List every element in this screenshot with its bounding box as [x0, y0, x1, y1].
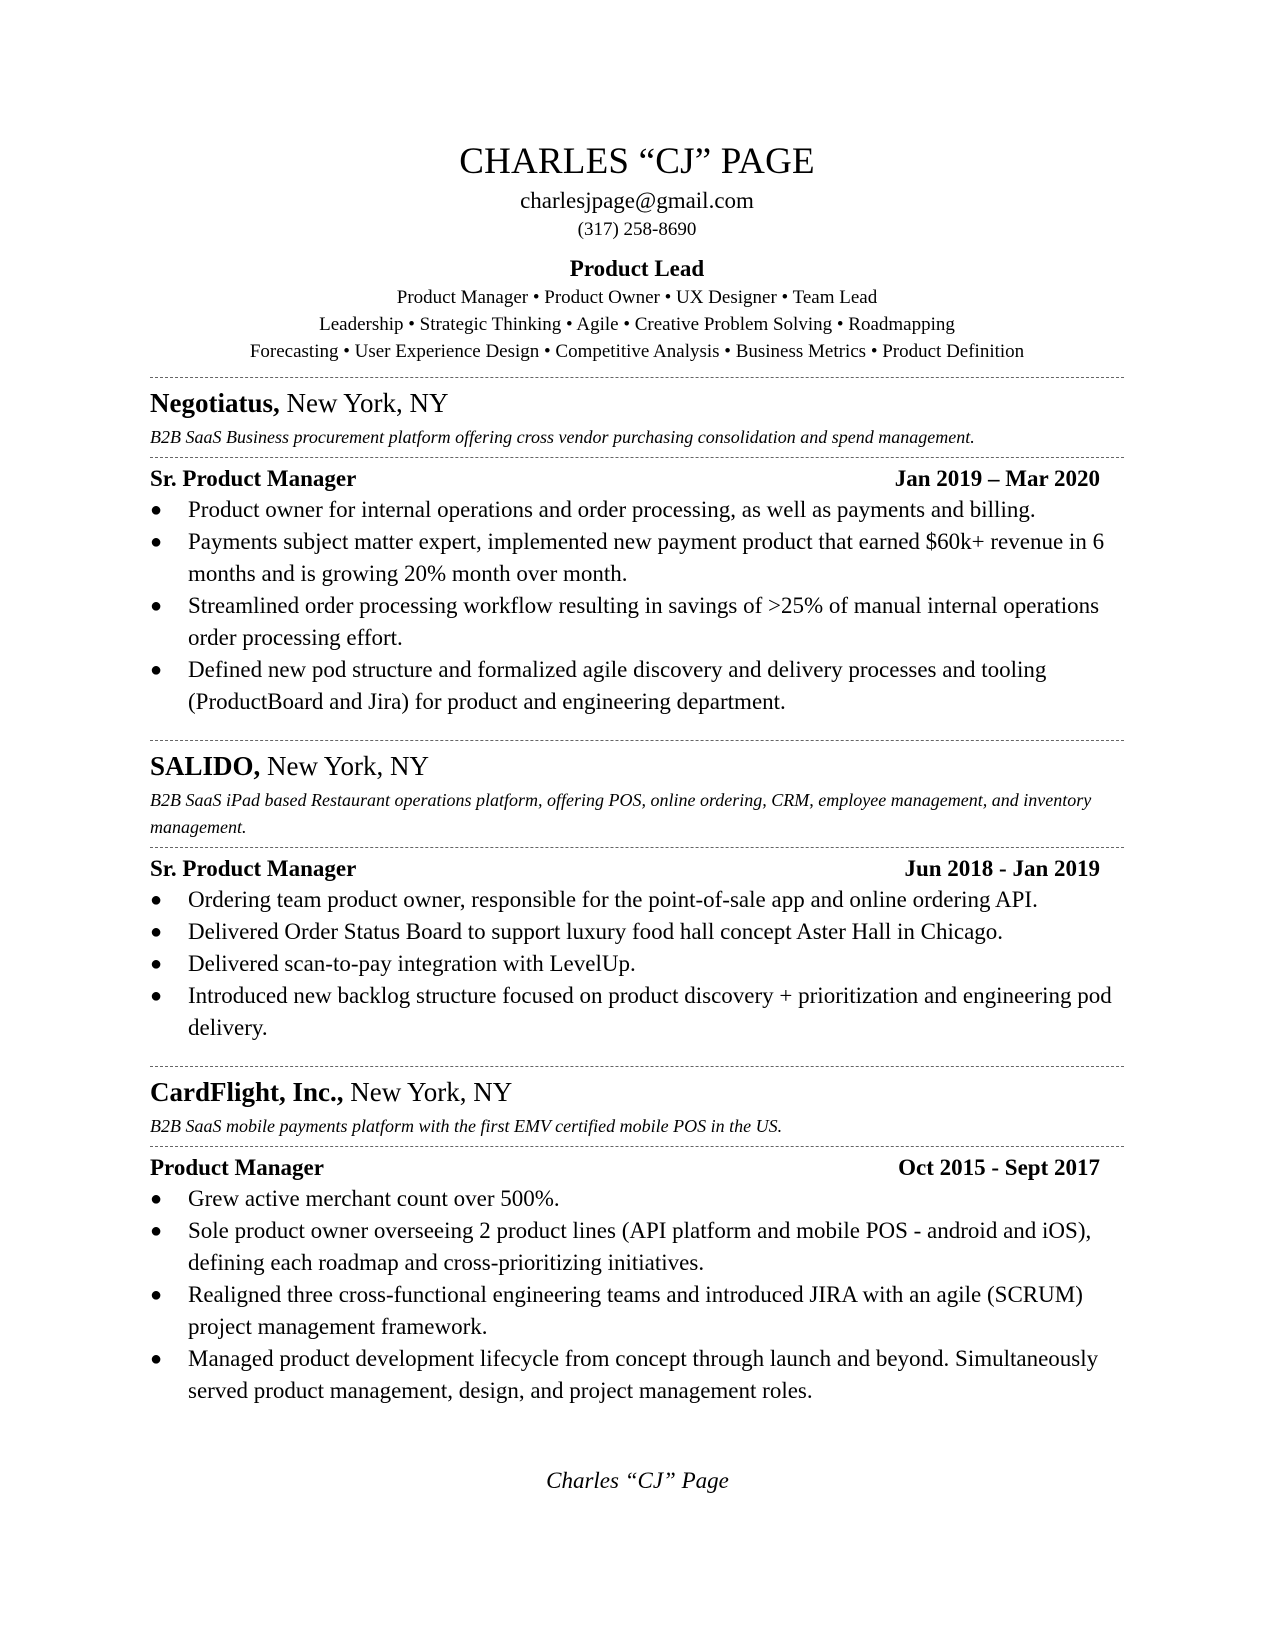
- company-location: New York, NY: [260, 751, 430, 781]
- bullet-list: [150, 884, 1124, 1044]
- bullet-icon: ●: [150, 499, 163, 521]
- company-location: New York, NY: [343, 1077, 513, 1107]
- list-item: [150, 1279, 1124, 1343]
- company-line: [150, 749, 1124, 783]
- bullet-text: Delivered scan-to-pay integration with LevelUp.: [188, 951, 636, 976]
- list-item: [150, 884, 1124, 916]
- section-divider: [150, 1066, 1124, 1067]
- company-description: B2B SaaS iPad based Restaurant operations platform, offering POS, online ordering, CRM, employee management, and inventory management.: [150, 790, 1092, 837]
- section-divider: [150, 377, 1124, 378]
- bullet-icon: ●: [150, 953, 163, 975]
- bullet-text: Realigned three cross-functional engineering teams and introduced JIRA with an agile (SCRUM) project management framework.: [188, 1282, 1083, 1339]
- role-title: Product Manager: [150, 1155, 324, 1180]
- company-name: CardFlight, Inc.,: [150, 1077, 344, 1107]
- skills-line-3: Forecasting • User Experience Design • Competitive Analysis • Business Metrics • Product Definition: [249, 341, 1025, 362]
- experience-entry: [150, 386, 1124, 718]
- footer-signature: Charles “CJ” Page: [546, 1468, 729, 1493]
- headline-title: Product Lead: [569, 256, 705, 281]
- role-title: Sr. Product Manager: [150, 856, 357, 881]
- role-dates: Oct 2015 - Sept 2017: [898, 1155, 1100, 1180]
- bullet-text: Product owner for internal operations and order processing, as well as payments and billing.: [188, 497, 1036, 522]
- bullet-icon: ●: [150, 1284, 163, 1306]
- experience-entry: [150, 1075, 1124, 1407]
- resume-page: [150, 140, 1124, 1423]
- bullet-icon: ●: [150, 921, 163, 943]
- section-divider: [150, 740, 1124, 741]
- section-divider: [150, 457, 1124, 458]
- bullet-icon: ●: [150, 1188, 163, 1210]
- bullet-list: [150, 1183, 1124, 1407]
- candidate-name: CHARLES “CJ” PAGE: [459, 141, 815, 182]
- email-address: charlesjpage@gmail.com: [520, 188, 754, 213]
- role-row: [150, 854, 1124, 884]
- bullet-list: [150, 494, 1124, 718]
- company-location: New York, NY: [279, 388, 449, 418]
- company-name: SALIDO,: [150, 751, 261, 781]
- company-name: Negotiatus,: [150, 388, 280, 418]
- bullet-text: Payments subject matter expert, implemented new payment product that earned $60k+ revenue in 6 months and is growing 20% month over month.: [188, 529, 1105, 586]
- bullet-text: Ordering team product owner, responsible for the point-of-sale app and online ordering API.: [188, 887, 1038, 912]
- list-item: [150, 494, 1124, 526]
- bullet-icon: ●: [150, 531, 163, 553]
- list-item: [150, 980, 1124, 1044]
- bullet-icon: ●: [150, 1220, 163, 1242]
- company-description: B2B SaaS Business procurement platform offering cross vendor purchasing consolidation and spend management.: [150, 427, 975, 447]
- bullet-text: Delivered Order Status Board to support luxury food hall concept Aster Hall in Chicago.: [188, 919, 1004, 944]
- bullet-icon: ●: [150, 659, 163, 681]
- list-item: [150, 590, 1124, 654]
- company-description: B2B SaaS mobile payments platform with the first EMV certified mobile POS in the US.: [150, 1116, 783, 1136]
- role-dates: Jun 2018 - Jan 2019: [904, 856, 1100, 881]
- company-line: [150, 386, 1124, 420]
- list-item: [150, 1215, 1124, 1279]
- bullet-text: Streamlined order processing workflow resulting in savings of >25% of manual internal operations order processing effort.: [188, 593, 1100, 650]
- bullet-icon: ●: [150, 985, 163, 1007]
- experience-entry: [150, 749, 1124, 1044]
- role-dates: Jan 2019 – Mar 2020: [894, 466, 1100, 491]
- section-divider: [150, 847, 1124, 848]
- list-item: [150, 1343, 1124, 1407]
- bullet-icon: ●: [150, 889, 163, 911]
- bullet-icon: ●: [150, 595, 163, 617]
- list-item: [150, 948, 1124, 980]
- list-item: [150, 526, 1124, 590]
- bullet-text: Defined new pod structure and formalized agile discovery and delivery processes and tooling (ProductBoard and Jira) for product and engineering department.: [188, 657, 1047, 714]
- section-divider: [150, 1146, 1124, 1147]
- phone-number: (317) 258-8690: [577, 219, 697, 240]
- bullet-icon: ●: [150, 1348, 163, 1370]
- role-row: [150, 464, 1124, 494]
- bullet-text: Managed product development lifecycle from concept through launch and beyond. Simultaneously served product management, design, and project management roles.: [188, 1346, 1099, 1403]
- role-title: Sr. Product Manager: [150, 466, 357, 491]
- list-item: [150, 916, 1124, 948]
- skills-line-2: Leadership • Strategic Thinking • Agile • Creative Problem Solving • Roadmapping: [319, 314, 955, 335]
- bullet-text: Sole product owner overseeing 2 product lines (API platform and mobile POS - android and iOS), defining each roadmap and cross-prioritizing initiatives.: [188, 1218, 1092, 1275]
- bullet-text: Grew active merchant count over 500%.: [188, 1186, 560, 1211]
- list-item: [150, 654, 1124, 718]
- list-item: [150, 1183, 1124, 1215]
- resume-header: [150, 140, 1124, 365]
- company-line: [150, 1075, 1124, 1109]
- bullet-text: Introduced new backlog structure focused on product discovery + prioritization and engineering pod delivery.: [188, 983, 1112, 1040]
- role-row: [150, 1153, 1124, 1183]
- skills-line-1: Product Manager • Product Owner • UX Designer • Team Lead: [396, 287, 878, 308]
